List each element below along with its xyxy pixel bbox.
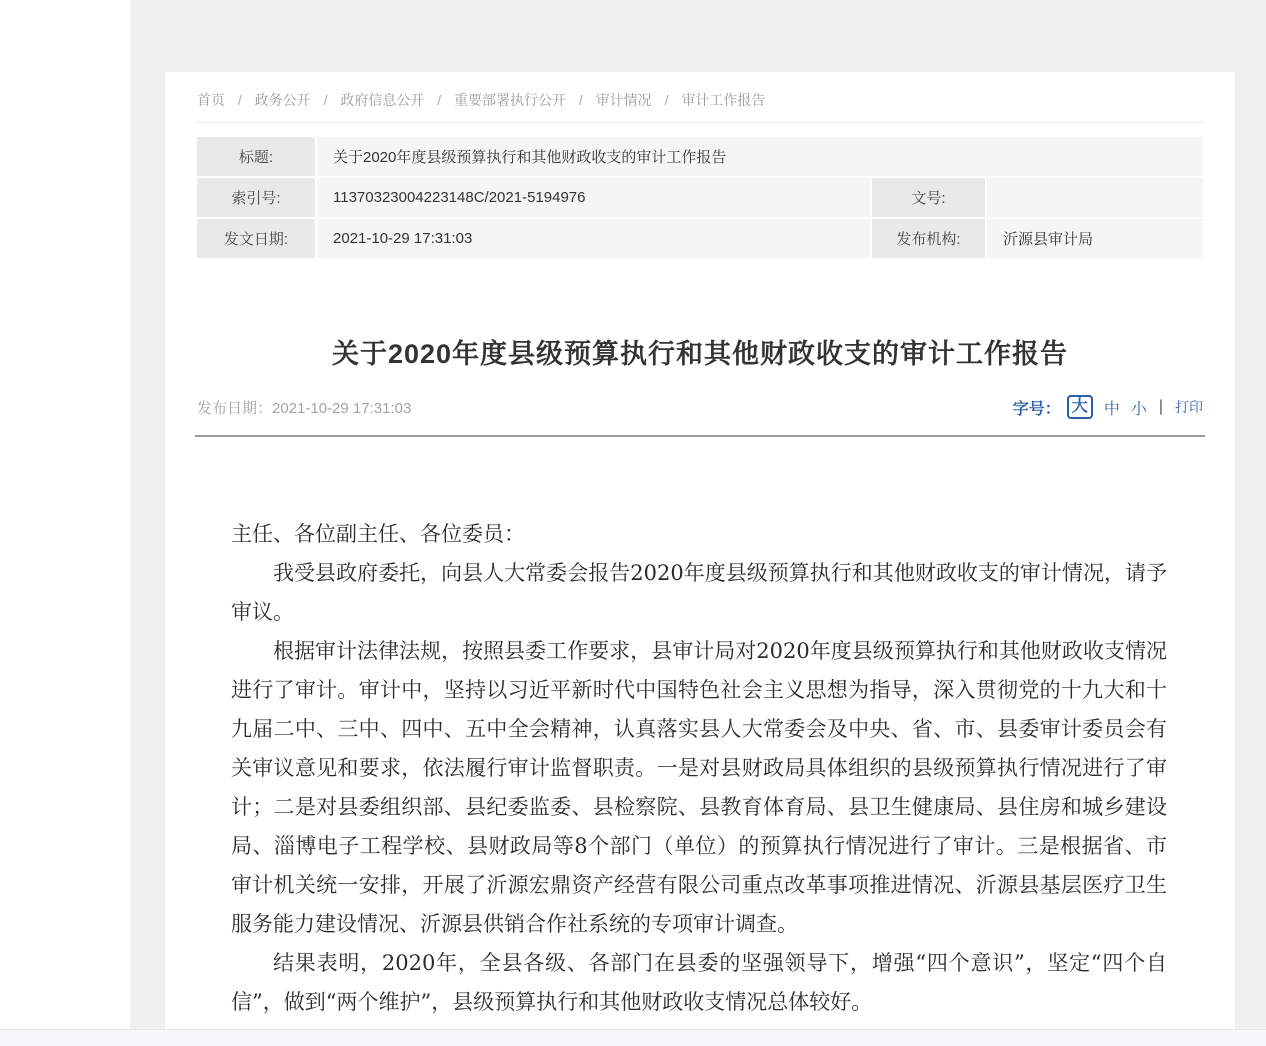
page-title: 关于2020年度县级预算执行和其他财政收支的审计工作报告 [331,339,1069,369]
publish-date [197,397,411,418]
meta-index-label: 索引号: [196,177,316,218]
breadcrumb-link-home[interactable]: 首页 [197,92,225,108]
paragraph-results: 结果表明，2020年，全县各级、各部门在县委的坚强领导下，增强“四个意识”，坚定“四个自信”，做到“两个维护”，县级预算执行和其他财政收支情况总体较好。 [231,951,1167,1014]
meta-title-label: 标题: [196,136,316,177]
meta-doc-number-value [986,177,1204,218]
breadcrumb-link-audit-report[interactable]: 审计工作报告 [681,92,766,108]
article-toolbar [1013,395,1203,419]
font-size-small-button[interactable]: 小 [1130,400,1147,418]
meta-publisher-label: 发布机构: [871,218,986,259]
breadcrumb-separator: / [237,92,242,108]
breadcrumb-link-gov-info[interactable]: 政府信息公开 [340,92,425,108]
font-size-label: 字号： [1012,400,1061,418]
footer-bar [0,1029,1266,1046]
article-body [195,515,1205,1022]
publish-date-label: 发布日期： [197,399,273,417]
paragraph-intro: 我受县政府委托，向县人大常委会报告2020年度县级预算执行和其他财政收支的审计情况，请予审议。 [231,561,1167,624]
content-card [165,72,1235,1029]
breadcrumb-separator: / [323,92,328,108]
meta-issue-date-value: 2021-10-29 17:31:03 [316,218,871,259]
table-row [196,136,1204,177]
breadcrumb-link-key-deployment[interactable]: 重要部署执行公开 [454,92,567,108]
font-size-medium-button[interactable]: 中 [1103,400,1120,418]
table-row [196,177,1204,218]
paragraph-audit-scope: 根据审计法律法规，按照县委工作要求，县审计局对2020年度县级预算执行和其他财政收支情况进行了审计。审计中，坚持以习近平新时代中国特色社会主义思想为指导，深入贯彻党的十九大和十九届二中、三中、四中、五中全会精神，认真落实县人大常委会及中央、省、市、县委审计委员会有关审议意见和要求，依法履行审计监督职责。一是对县财政局具体组织的县级预算执行情况进行了审计；二是对县委组织部、县纪委监委、县检察院、县教育体育局、县卫生健康局、县住房和城乡建设局、淄博电子工程学校、县财政局等8个部门（单位）的预算执行情况进行了审计。三是根据省、市审计机关统一安排，开展了沂源宏鼎资产经营有限公司重点改革事项推进情况、沂源县基层医疗卫生服务能力建设情况、沂源县供销合作社系统的专项审计调查。 [231,639,1167,936]
meta-issue-date-label: 发文日期: [196,218,316,259]
meta-doc-number-label: 文号: [871,177,986,218]
table-row [196,218,1204,259]
toolbar-divider: | [1158,398,1163,415]
breadcrumb-separator: / [578,92,583,108]
meta-title-value: 关于2020年度县级预算执行和其他财政收支的审计工作报告 [316,136,1204,177]
font-size-large-button[interactable]: 大 [1067,395,1093,419]
breadcrumb-link-gov-affairs[interactable]: 政务公开 [254,92,311,108]
breadcrumb-separator: / [437,92,442,108]
meta-index-value: 11370323004223148C/2021-5194976 [316,177,871,218]
breadcrumb-separator: / [664,92,669,108]
document-meta-table [195,135,1205,260]
publish-date-value: 2021-10-29 17:31:03 [272,399,412,417]
article-divider-line [195,435,1205,437]
breadcrumb-link-audit-status[interactable]: 审计情况 [595,92,652,108]
meta-publisher-value: 沂源县审计局 [986,218,1204,259]
article-meta-row [195,395,1205,419]
print-button[interactable]: 打印 [1175,399,1203,415]
paragraph-salutation: 主任、各位副主任、各位委员： [231,522,525,546]
breadcrumb [195,72,1205,123]
